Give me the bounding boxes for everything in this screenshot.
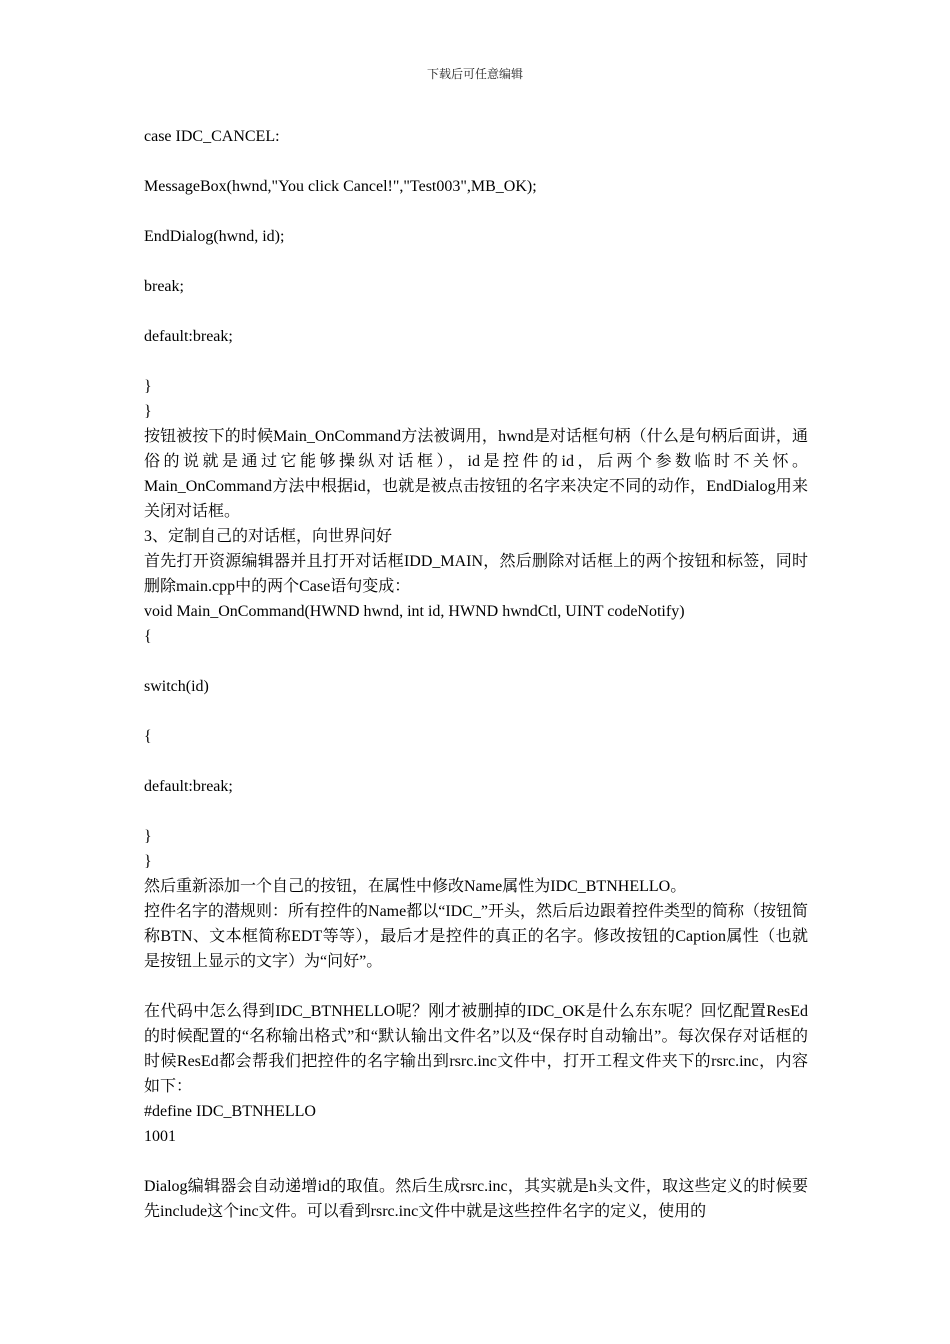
- document-body: [144, 124, 808, 1224]
- blank-line: [144, 1149, 808, 1174]
- blank-line: [144, 349, 808, 374]
- paragraph-main-oncommand: 按钮被按下的时候Main_OnCommand方法被调用，hwnd是对话框句柄（什么是句柄后面讲，通俗的说就是通过它能够操纵对话框），id是控件的id，后两个参数临时不关怀。Main_OnCommand方法中根据id，也就是被点击按钮的名字来决定不同的动作，EndDialog用来关闭对话框。: [144, 428, 808, 520]
- paragraph-dialog-editor: Dialog编辑器会自动递增id的取值。然后生成rsrc.inc，其实就是h头文件，取这些定义的时候要先include这个inc文件。可以看到rsrc.inc文件中就是这些控件名字的定义，使用的: [144, 1178, 808, 1220]
- code-line: {: [144, 628, 152, 645]
- paragraph-add-button: 然后重新添加一个自己的按钮，在属性中修改Name属性为IDC_BTNHELLO。: [144, 878, 687, 895]
- code-line: case IDC_CANCEL:: [144, 128, 280, 145]
- blank-line: [144, 149, 808, 174]
- code-line: 1001: [144, 1128, 176, 1145]
- code-line: break;: [144, 278, 184, 295]
- blank-line: [144, 249, 808, 274]
- code-line: default:break;: [144, 778, 233, 795]
- code-line: }: [144, 828, 152, 845]
- code-line: default:break;: [144, 328, 233, 345]
- code-line: MessageBox(hwnd,"You click Cancel!","Test003",MB_OK);: [144, 178, 537, 195]
- code-line: #define IDC_BTNHELLO: [144, 1103, 316, 1120]
- code-line: void Main_OnCommand(HWND hwnd, int id, HWND hwndCtl, UINT codeNotify): [144, 603, 685, 620]
- blank-line: [144, 649, 808, 674]
- code-line: }: [144, 378, 152, 395]
- blank-line: [144, 974, 808, 999]
- section-title: 3、定制自己的对话框，向世界问好: [144, 528, 393, 545]
- blank-line: [144, 299, 808, 324]
- paragraph-open-editor: 首先打开资源编辑器并且打开对话框IDD_MAIN，然后删除对话框上的两个按钮和标签，同时删除main.cpp中的两个Case语句变成：: [144, 553, 808, 595]
- code-line: EndDialog(hwnd, id);: [144, 228, 285, 245]
- blank-line: [144, 749, 808, 774]
- page-header: 下载后可任意编辑: [426, 67, 523, 81]
- paragraph-rsrc-inc: 在代码中怎么得到IDC_BTNHELLO呢？刚才被删掉的IDC_OK是什么东东呢？回忆配置ResEd的时候配置的“名称输出格式”和“默认输出文件名”以及“保存时自动输出”。每次保存对话框的时候ResEd都会帮我们把控件的名字输出到rsrc.inc文件中，打开工程文件夹下的rsrc.inc，内容如下：: [144, 1003, 808, 1095]
- blank-line: [144, 199, 808, 224]
- blank-line: [144, 799, 808, 824]
- blank-line: [144, 699, 808, 724]
- code-line: switch(id): [144, 678, 209, 695]
- paragraph-naming-rules: 控件名字的潜规则：所有控件的Name都以“IDC_”开头，然后后边跟着控件类型的简称（按钮简称BTN、文本框简称EDT等等），最后才是控件的真正的名字。修改按钮的Caption属性（也就是按钮上显示的文字）为“问好”。: [144, 903, 808, 970]
- code-line: }: [144, 853, 152, 870]
- code-line: }: [144, 403, 152, 420]
- code-line: {: [144, 728, 152, 745]
